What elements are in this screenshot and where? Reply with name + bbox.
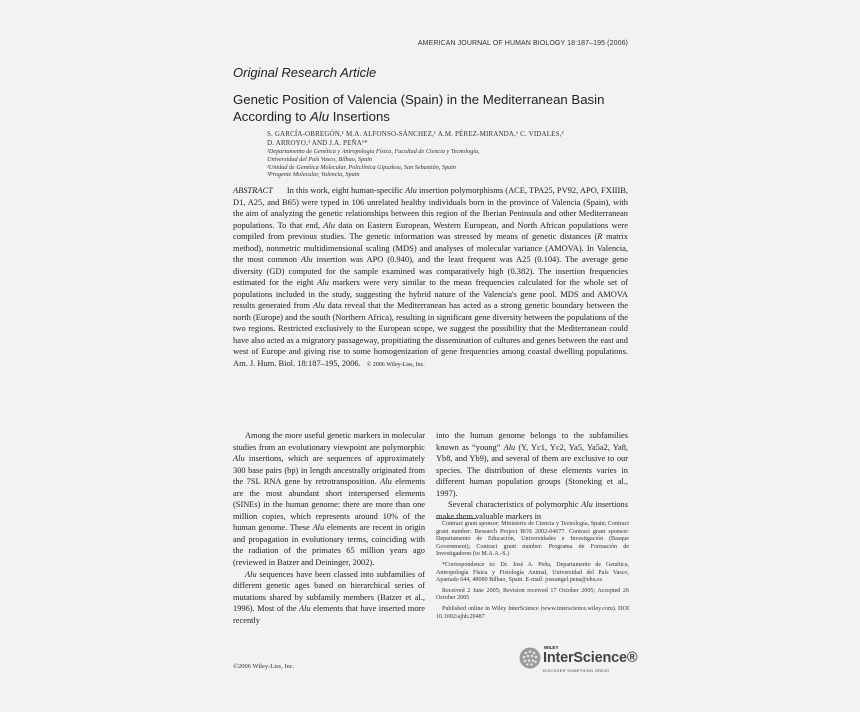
logo-tagline: DISCOVER SOMETHING GREAT bbox=[543, 669, 610, 673]
globe-icon bbox=[518, 646, 542, 670]
body-text: into the human genome belongs to the subfamilies known as “young” bbox=[436, 431, 628, 452]
affiliation-line: ³Progenie Molecular, Valencia, Spain bbox=[267, 171, 360, 179]
title-line-2-post: Insertions bbox=[329, 108, 390, 124]
body-text: insertions make them valuable markers in bbox=[436, 500, 628, 521]
title-line-2-pre: According to bbox=[233, 108, 310, 124]
title-line-1: Genetic Position of Valencia (Spain) in the Mediterranean Basin bbox=[233, 92, 605, 107]
affiliations bbox=[267, 148, 627, 179]
abstract-text: markers were very similar to the mean frequencies calculated for the whole set of populations included in the study, suggesting the hybrid nature of the Valencia's gene pool. MDS and AMOVA results generated from bbox=[233, 277, 628, 310]
body-column-left bbox=[233, 430, 425, 626]
running-head: AMERICAN JOURNAL OF HUMAN BIOLOGY 18:187–195 (2006) bbox=[417, 40, 628, 47]
page-copyright: ©2006 Wiley-Liss, Inc. bbox=[233, 663, 295, 670]
abstract bbox=[233, 185, 628, 371]
footnote-published: Published online in Wiley InterScience (www.interscience.wiley.com). DOI 10.1002/ajhb.20487 bbox=[436, 605, 629, 620]
article-type: Original Research Article bbox=[233, 65, 377, 80]
abstract-text: matrix method), nonmetric multidimensional scaling (MDS) and analyses of molecular variance (AMOVA). In Valencia, the most common bbox=[233, 231, 628, 264]
abstract-r: R bbox=[597, 231, 603, 241]
abstract-alu: Alu bbox=[313, 300, 325, 310]
affiliation-line: Universidad del País Vasco, Bilbao, Spain bbox=[267, 155, 373, 163]
body-paragraph bbox=[436, 430, 628, 499]
body-paragraph bbox=[233, 569, 425, 627]
body-alu: Alu bbox=[233, 454, 245, 464]
wiley-interscience-logo bbox=[518, 645, 638, 675]
body-text: elements that have inserted more recently bbox=[233, 604, 426, 625]
abstract-text: insertion polymorphisms (ACE, TPA25, PV92, APO, FXIIIB, D1, A25, and B65) were typed in 106 unrelated healthy individuals born in the province of Valencia (Spain), with the aim of analyzing the genetic relationships between this region of the Iberian Peninsula and other Mediterranean populations. To that end, bbox=[233, 185, 628, 230]
body-column-right bbox=[436, 430, 628, 522]
abstract-alu: Alu bbox=[300, 254, 313, 264]
abstract-label: ABSTRACT bbox=[233, 185, 273, 195]
body-text: elements are recent in origin and propagation in evolutionary terms, coinciding with the radiation of the primates 65 million years ago (reviewed in Batzer and Deininger, 2002). bbox=[233, 523, 426, 568]
footnote-divider bbox=[436, 518, 476, 519]
body-text: insertions, which are sequences of approximately 300 base pairs (bp) in length ancestrally originated from the 7SL RNA gene by retrotransposition. bbox=[233, 454, 425, 487]
title-alu: Alu bbox=[309, 108, 330, 124]
abstract-text: In this work, eight human-specific bbox=[286, 185, 406, 195]
body-alu: Alu bbox=[503, 442, 516, 452]
body-paragraph bbox=[233, 430, 425, 569]
body-alu: Alu bbox=[581, 500, 593, 510]
body-alu: Alu bbox=[312, 523, 325, 533]
abstract-copyright: © 2006 Wiley-Liss, Inc. bbox=[366, 361, 425, 368]
footnotes bbox=[436, 521, 629, 624]
affiliation-line: ¹Departamento de Genética y Antropología Física, Facultad de Ciencia y Tecnología, bbox=[267, 148, 480, 155]
footnote-correspondence: *Correspondence to: Dr. José A. Peña, Departamento de Genética, Antropología Física y Fisiología Animal, Universidad del País Vasco, Apartado 644, 48080 Bilbao, Spain. E-mail: joseangel.pena@ehu.es bbox=[436, 561, 629, 584]
authors-line-1: S. GARCÍA-OBREGÓN,¹ M.A. ALFONSO-SÁNCHEZ,¹ A.M. PÉREZ-MIRANDA,¹ C. VIDALES,² bbox=[267, 130, 564, 138]
body-alu: Alu bbox=[299, 604, 311, 614]
abstract-alu: Alu bbox=[405, 185, 417, 195]
body-alu: Alu bbox=[380, 477, 392, 487]
author-list bbox=[267, 130, 627, 148]
abstract-alu: Alu bbox=[317, 277, 329, 287]
logo-brand: InterScience® bbox=[543, 650, 638, 666]
affiliation-line: ²Unidad de Genética Molecular, Policlínica Gipuzkoa, San Sebastián, Spain bbox=[267, 163, 456, 171]
footnote-received: Received 2 June 2005; Revision received 17 October 2005; Accepted 26 October 2005 bbox=[436, 587, 629, 602]
authors-line-2: D. ARROYO,³ AND J.A. PEÑA¹* bbox=[267, 139, 368, 147]
body-text: sequences have been classed into subfamilies of different genetic ages based on hierarchical series of mutations shared by subfamily members (Batzer et al., 1996). Most of the bbox=[233, 569, 425, 614]
body-text: (Y, Yc1, Yc2, Ya5, Ya5a2, Ya8, Yb8, and Yb9), and several of them are exclusive to our species. The distribution of these elements varies in different human population groups (Stoneking et al., 1997). bbox=[436, 442, 628, 498]
body-text: elements are the most abundant short interspersed elements (SINEs) in the human genome: there are more than one million copies, which represents around 10% of the human genome. These bbox=[233, 477, 425, 533]
footnote-grants: Contract grant sponsor: Ministerio de Ciencia y Tecnología, Spain; Contract grant number: Research Project BOS 2002-04677. Contract grant sponsor: Departamento de Educación, Universidades e Investigación (Basque Government); Contract grant number: Programa de Formación de Investigadores (to M.A.A.-S.) bbox=[436, 521, 629, 558]
body-alu: Alu bbox=[245, 569, 257, 579]
logo-publisher: WILEY bbox=[544, 645, 559, 650]
abstract-text: data on Eastern European, Western European, and North African populations were compiled from previous studies. The genetic information was stressed by means of genetic distances ( bbox=[233, 219, 628, 241]
body-text: Among the more useful genetic markers in molecular studies from an evolutionary viewpoint are polymorphic bbox=[233, 431, 425, 452]
body-text: Several characteristics of polymorphic bbox=[448, 500, 582, 510]
abstract-text: insertion was APO (0.940), and the least frequent was A25 (0.104). The average gene diversity (GD) computed for the sample examined was comparatively high (0.382). The insertion frequencies estimated for the eight bbox=[233, 254, 628, 287]
article-title bbox=[233, 92, 633, 125]
abstract-alu: Alu bbox=[323, 219, 335, 230]
abstract-text: data reveal that the Mediterranean has acted as a strong genetic boundary between the north (Europe) and the south (Northern Africa), resulting in significant gene diversity between the populations of the two regions. Restricted exclusively to the European scope, we suggest the possibility that the Mediterranean could have also acted as a migratory passageway, propitiating the dissemination of cultures and genes between the east and west of Europe and giving rise to some homogenization of gene frequencies among coastal dwelling populations. Am. J. Hum. Biol. 18:187–195, 2006. bbox=[233, 300, 628, 368]
